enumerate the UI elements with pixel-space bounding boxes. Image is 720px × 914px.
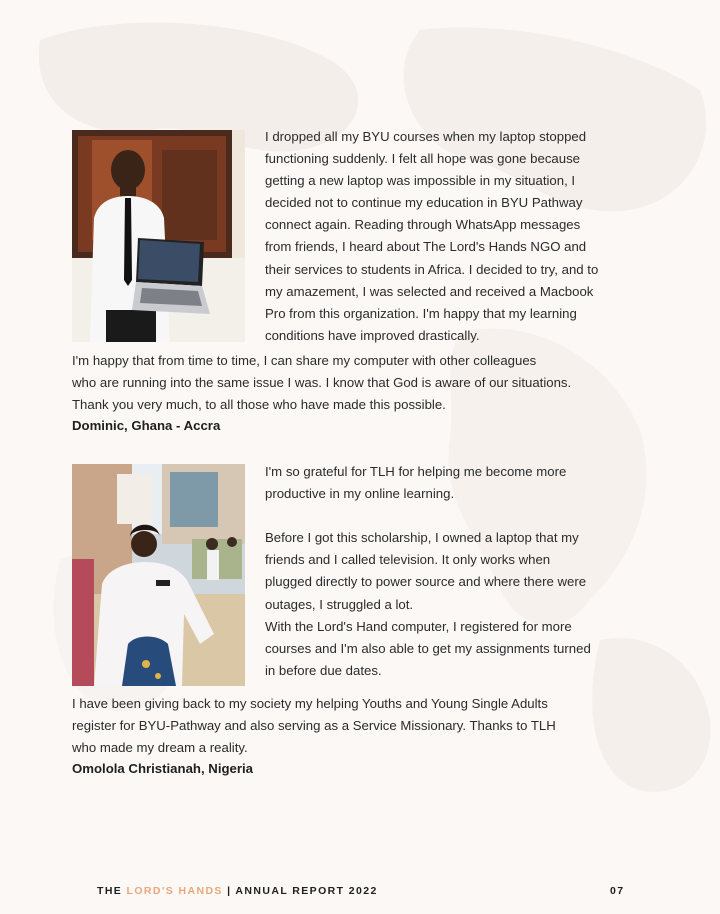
text-line: in before due dates. [265,662,382,678]
text-line: decided not to continue my education in BYU Pathway [265,195,583,211]
omolola-photo [72,464,245,686]
footer-report-title [97,885,378,897]
testimonial-1-text-beside-photo [265,126,598,347]
text-line: I dropped all my BYU courses when my laptop stopped [265,129,587,144]
text-line: friends and I called television. It only works when [265,552,551,568]
text-line: Pro from this organization. I'm happy that my learning [265,305,577,321]
text-line: I'm happy that from time to time, I can share my computer with other colleagues [72,353,537,368]
text-line: plugged directly to power source and where there were [265,574,587,590]
dominic-photo [72,130,245,342]
text-line: courses and I'm also able to get my assignments turned [265,640,591,656]
text-line: getting a new laptop was impossible in my situation, I [265,173,576,189]
footer-suffix: | ANNUAL REPORT 2022 [222,885,378,897]
text-line: their services to students in Africa. I decided to try, and to [265,261,599,277]
text-line: With the Lord's Hand computer, I registered for more [265,618,572,634]
text-line: who are running into the same issue I was. I know that God is aware of our situations. [72,375,572,391]
text-line: Before I got this scholarship, I owned a laptop that my [265,530,579,546]
text-line: outages, I struggled a lot. [265,596,414,612]
testimonial-2-text-beside-photo [265,461,591,682]
text-line: I have been giving back to my society my helping Youths and Young Single Adults [72,696,548,711]
testimonial-2-text-below-photo [72,693,556,759]
paragraph-gap [265,505,591,527]
text-line: connect again. Reading through WhatsApp messages [265,217,581,233]
testimonial-1-signature: Dominic, Ghana - Accra [72,418,221,433]
testimonial-2-signature: Omolola Christianah, Nigeria [72,761,253,776]
text-line: register for BYU-Pathway and also serving as a Service Missionary. Thanks to TLH [72,718,556,734]
page-number: 07 [610,885,625,897]
footer-prefix: THE [97,885,127,897]
testimonial-1-text-below-photo [72,350,571,416]
text-line: productive in my online learning. [265,486,455,502]
text-line: I'm so grateful for TLH for helping me become more [265,464,567,479]
text-line: functioning suddenly. I felt all hope was gone because [265,151,581,167]
text-line: who made my dream a reality. [72,740,248,756]
text-line: conditions have improved drastically. [265,327,480,343]
footer-brand: LORD'S HANDS [126,885,223,897]
text-line: Thank you very much, to all those who have made this possible. [72,397,446,413]
text-line: from friends, I heard about The Lord's Hands NGO and [265,239,587,255]
text-line: my amazement, I was selected and received a Macbook [265,283,594,299]
